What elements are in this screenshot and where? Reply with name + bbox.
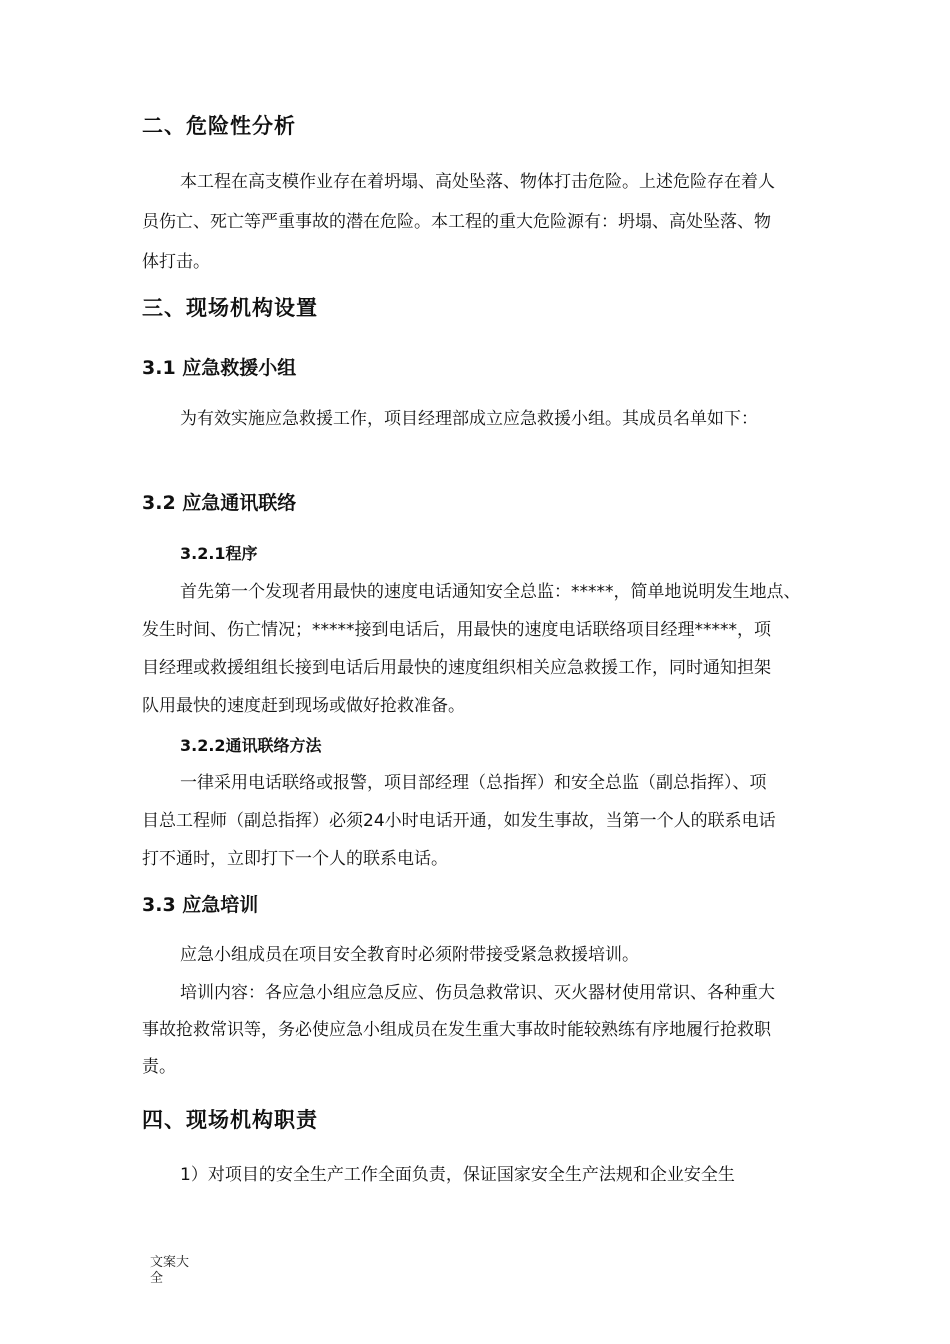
subsubsection-heading-3-2-1: 3.2.1程序 bbox=[180, 544, 258, 563]
subsubsection-heading-3-2-2: 3.2.2通讯联络方法 bbox=[180, 736, 322, 755]
subsection-3-1-paragraph: 为有效实施应急救援工作，项目经理部成立应急救援小组。其成员名单如下： bbox=[180, 409, 758, 429]
page-footer: 文案大全 bbox=[150, 1255, 190, 1286]
paragraph-line: 队用最快的速度赶到现场或做好抢救准备。 bbox=[142, 696, 465, 716]
paragraph-line: 目总工程师（副总指挥）必须24小时电话开通，如发生事故，当第一个人的联系电话 bbox=[142, 811, 776, 831]
paragraph-line: 事故抢救常识等，务必使应急小组成员在发生重大事故时能较熟练有序地履行抢救职 bbox=[142, 1020, 771, 1040]
section-heading-4: 四、现场机构职责 bbox=[142, 1108, 318, 1132]
paragraph-line: 培训内容：各应急小组应急反应、伤员急救常识、灭火器材使用常识、各种重大 bbox=[180, 983, 775, 1003]
paragraph-line: 体打击。 bbox=[142, 252, 210, 272]
subsection-3-3-paragraph-2 bbox=[142, 975, 862, 1086]
section-heading-2: 二、危险性分析 bbox=[142, 114, 296, 138]
paragraph-line: 一律采用电话联络或报警，项目部经理（总指挥）和安全总监（副总指挥）、项 bbox=[180, 773, 767, 793]
subsection-3-2-1-paragraph bbox=[142, 573, 862, 725]
paragraph-line: 打不通时，立即打下一个人的联系电话。 bbox=[142, 849, 448, 869]
paragraph-line: 责。 bbox=[142, 1057, 176, 1077]
paragraph-line: 目经理或救援组组长接到电话后用最快的速度组织相关应急救援工作，同时通知担架 bbox=[142, 658, 771, 678]
paragraph-line: 本工程在高支模作业存在着坍塌、高处坠落、物体打击危险。上述危险存在着人 bbox=[180, 172, 775, 192]
paragraph-line: 发生时间、伤亡情况；*****接到电话后，用最快的速度电话联络项目经理*****，项 bbox=[142, 620, 771, 640]
section-2-paragraph bbox=[142, 162, 862, 282]
paragraph-line: 首先第一个发现者用最快的速度电话通知安全总监：*****，简单地说明发生地点、 bbox=[180, 582, 801, 602]
subsection-heading-3-2: 3.2 应急通讯联络 bbox=[142, 492, 297, 514]
section-heading-3: 三、现场机构设置 bbox=[142, 296, 318, 320]
subsection-3-3-paragraph-1: 应急小组成员在项目安全教育时必须附带接受紧急救援培训。 bbox=[180, 945, 639, 965]
paragraph-line: 员伤亡、死亡等严重事故的潜在危险。本工程的重大危险源有：坍塌、高处坠落、物 bbox=[142, 212, 771, 232]
subsection-3-2-2-paragraph bbox=[142, 764, 862, 878]
section-4-item-1: 1）对项目的安全生产工作全面负责，保证国家安全生产法规和企业安全生 bbox=[180, 1165, 735, 1185]
subsection-heading-3-1: 3.1 应急救援小组 bbox=[142, 357, 297, 379]
subsection-heading-3-3: 3.3 应急培训 bbox=[142, 894, 259, 916]
